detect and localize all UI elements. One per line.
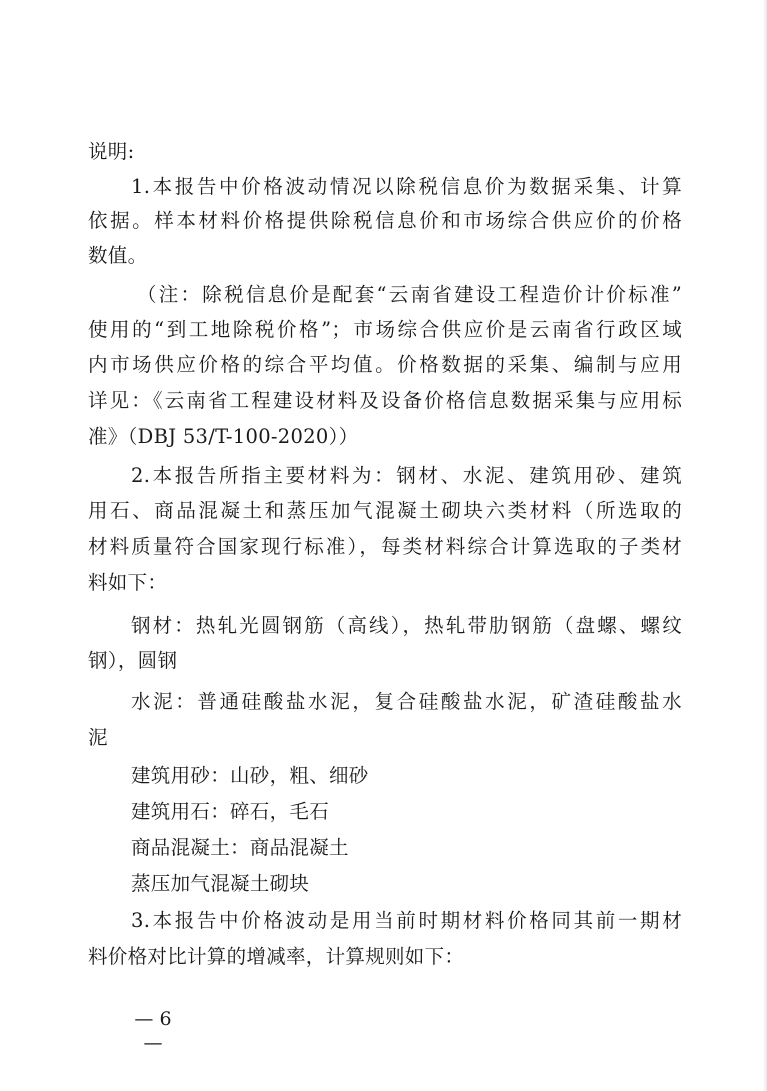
page-number: — 6 — bbox=[134, 1008, 172, 1054]
item3-line1: 3.本报告中价格波动是用当前时期材料价格同其前一期材 bbox=[131, 909, 682, 932]
note-line2: 使用的“到工地除税价格”；市场综合供应价是云南省行政区域 bbox=[88, 318, 682, 341]
item2-line4: 料如下： bbox=[88, 571, 168, 594]
note-line1: （注：除税信息价是配套“云南省建设工程造价计价标准” bbox=[137, 283, 682, 306]
concrete-line: 商品混凝土：商品混凝土 bbox=[131, 836, 349, 859]
note-line3: 内市场供应价格的综合平均值。价格数据的采集、编制与应用 bbox=[88, 353, 682, 376]
note-line4: 详见：《云南省工程建设材料及设备价格信息数据采集与应用标 bbox=[88, 389, 682, 412]
stone-line: 建筑用石：碎石，毛石 bbox=[131, 800, 330, 823]
section-heading: 说明: bbox=[88, 140, 135, 163]
item2-line3: 材料质量符合国家现行标准），每类材料综合计算选取的子类材 bbox=[88, 535, 682, 558]
item2-line1: 2.本报告所指主要材料为：钢材、水泥、建筑用砂、建筑 bbox=[131, 464, 682, 487]
item3-line2: 料价格对比计算的增减率，计算规则如下： bbox=[88, 945, 465, 968]
sand-line: 建筑用砂：山砂，粗、细砂 bbox=[131, 764, 369, 787]
steel-line2: 钢），圆钢 bbox=[88, 649, 178, 672]
item1-line1: 1.本报告中价格波动情况以除税信息价为数据采集、计算 bbox=[131, 175, 682, 198]
block-line: 蒸压加气混凝土砌块 bbox=[131, 872, 310, 895]
item1-line2: 依据。样本材料价格提供除税信息价和市场综合供应价的价格 bbox=[88, 209, 682, 232]
item2-line2: 用石、商品混凝土和蒸压加气混凝土砌块六类材料（所选取的 bbox=[88, 499, 682, 522]
steel-line1: 钢材：热轧光圆钢筋（高线），热轧带肋钢筋（盘螺、螺纹 bbox=[131, 614, 682, 637]
cement-line1: 水泥：普通硅酸盐水泥，复合硅酸盐水泥，矿渣硅酸盐水 bbox=[131, 690, 682, 713]
note-line5: 准》（DBJ 53/T-100-2020）） bbox=[88, 425, 359, 448]
item1-line3: 数值。 bbox=[88, 244, 148, 267]
cement-line2: 泥 bbox=[88, 726, 108, 749]
